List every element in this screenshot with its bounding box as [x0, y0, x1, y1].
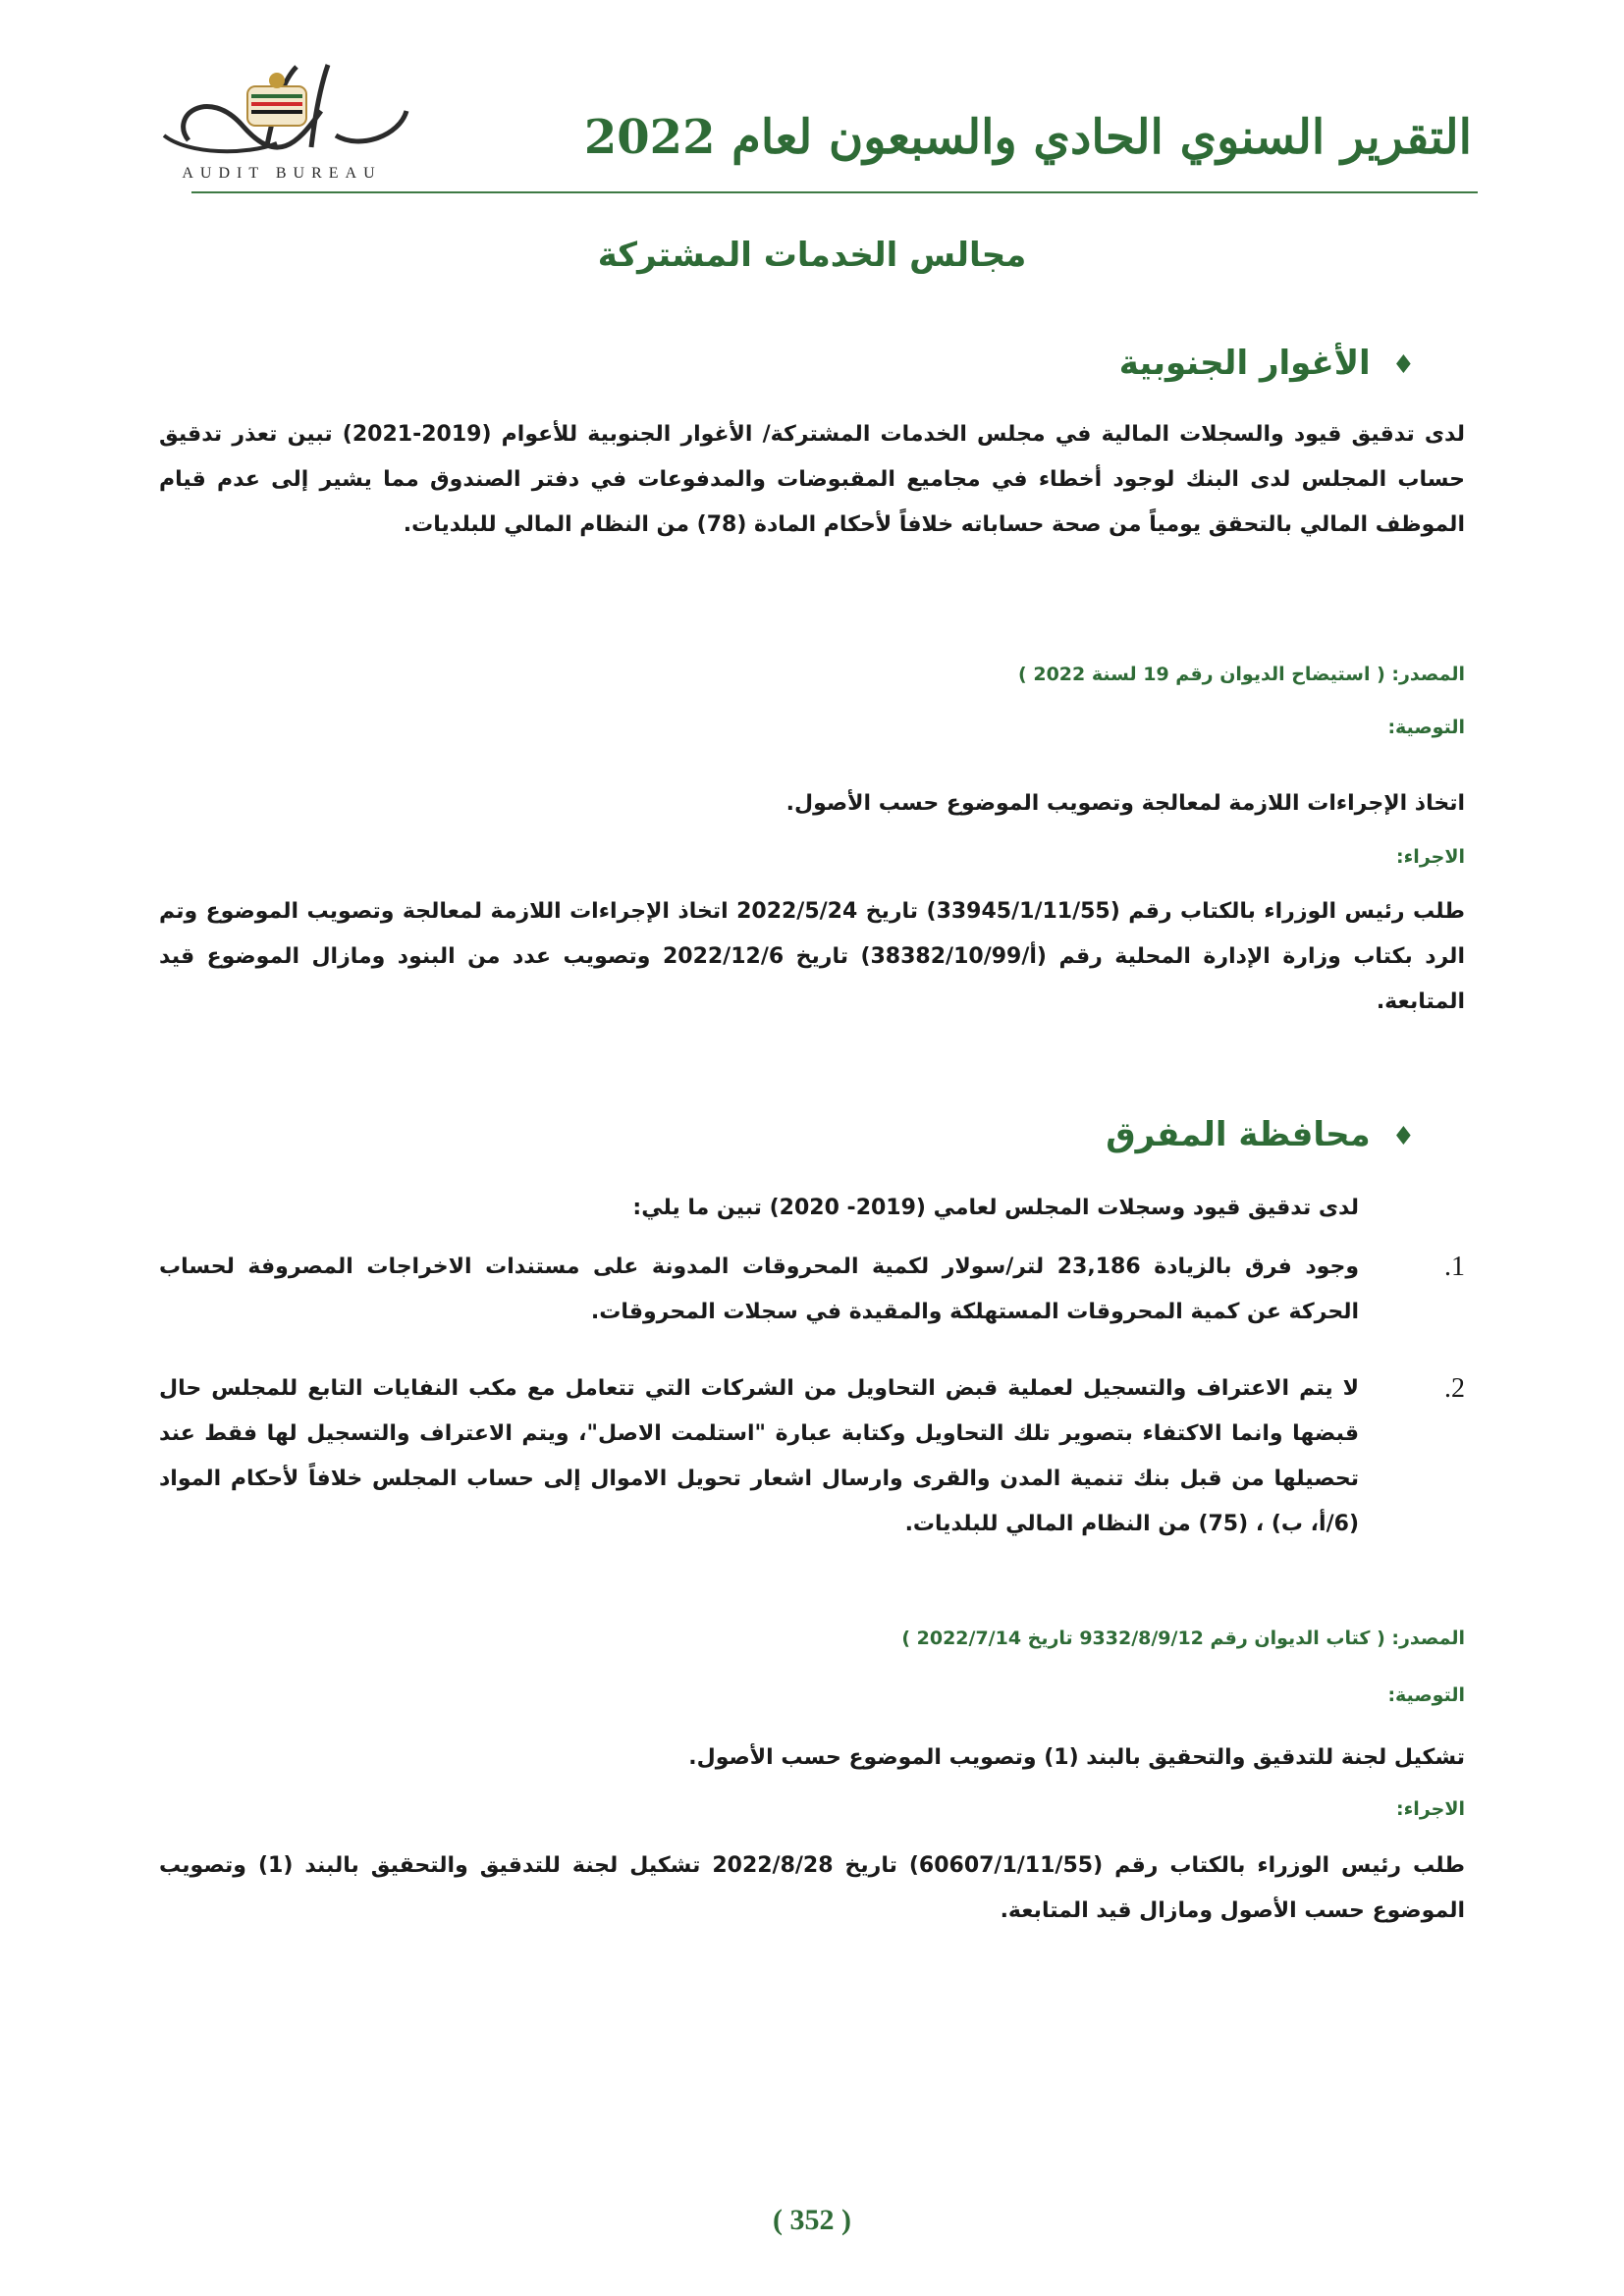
section2-recommendation-label: التوصية: [1387, 1684, 1465, 1706]
section1-source: المصدر: ( استيضاح الديوان رقم 19 لسنة 2022 ) [1018, 664, 1465, 685]
section2-action-label: الاجراء: [1396, 1798, 1465, 1820]
logo-subtitle: AUDIT BUREAU [182, 165, 382, 182]
section2-action: طلب رئيس الوزراء بالكتاب رقم (60607/1/11/55) تاريخ 2022/8/28 تشكيل لجنة للتدقيق والتحقيق بالبند (1) وتصويب الموضوع حسب الأصول ومازال قيد المتابعة. [159, 1853, 1466, 1923]
section2-intro: لدى تدقيق قيود وسجلات المجلس لعامي (2019- 2020) تبين ما يلي: [632, 1196, 1359, 1220]
logo-emblem-icon [149, 57, 414, 165]
section-heading-mafraq [1106, 1115, 1415, 1154]
list-item-number: 2. [1444, 1373, 1465, 1404]
page-heading: مجالس الخدمات المشتركة [597, 236, 1027, 275]
section2-recommendation: تشكيل لجنة للتدقيق والتحقيق بالبند (1) وتصويب الموضوع حسب الأصول. [688, 1745, 1465, 1770]
list-item [159, 1366, 1465, 1547]
section1-recommendation: اتخاذ الإجراءات اللازمة لمعالجة وتصويب الموضوع حسب الأصول. [785, 791, 1465, 816]
section1-action: طلب رئيس الوزراء بالكتاب رقم (33945/1/11/55) تاريخ 2022/5/24 اتخاذ الإجراءات اللازمة لمعالجة وتصويب الموضوع وتم الرد بكتاب وزارة الإدارة المحلية رقم (أ/38382/10/99) تاريخ 2022/12/6 وتصويب عدد من البنود ومازال الموضوع قيد المتابعة. [159, 899, 1465, 1014]
list-item [159, 1245, 1465, 1335]
section1-recommendation-label: التوصية: [1387, 717, 1465, 738]
list-item-text: لا يتم الاعتراف والتسجيل لعملية قبض التحاويل من الشركات التي تتعامل مع مكب النفايات التابع للمجلس حال قبضها وانما الاكتفاء بتصوير تلك التحاويل وكتابة عبارة "استلمت الاصل"، ويتم الاعتراف والتسجيل لها فقط عند تحصيلها من قبل بنك تنمية المدن والقرى وارسال اشعار تحويل الاموال إلى حساب المجلس خلافاً لأحكام المواد (6/أ، ب) ، (75) من النظام المالي للبلديات. [159, 1376, 1359, 1536]
section1-action-label: الاجراء: [1396, 846, 1465, 868]
section2-source: المصدر: ( كتاب الديوان رقم 9332/8/9/12 تاريخ 2022/7/14 ) [901, 1628, 1465, 1649]
diamond-bullet-icon: ♦ [1391, 349, 1415, 380]
diamond-bullet-icon: ♦ [1391, 1121, 1415, 1151]
report-title: التقرير السنوي الحادي والسبعون لعام 2022 [583, 110, 1472, 165]
header-divider [191, 191, 1478, 193]
section-heading-south-ghor [1119, 344, 1415, 383]
page-number: ( 352 ) [773, 2204, 851, 2236]
section-heading-text: محافظة المفرق [1106, 1115, 1371, 1154]
section-heading-text: الأغوار الجنوبية [1118, 344, 1371, 383]
audit-bureau-logo [149, 57, 414, 185]
list-item-text: وجود فرق بالزيادة 23,186 لتر/سولار لكمية المحروقات المدونة على مستندات الاخراجات المصروفة لحساب الحركة عن كمية المحروقات المستهلكة والمقيدة في سجلات المحروقات. [159, 1255, 1359, 1324]
list-item-number: 1. [1444, 1252, 1465, 1282]
section1-paragraph: لدى تدقيق قيود والسجلات المالية في مجلس الخدمات المشتركة/ الأغوار الجنوبية للأعوام (2019-2021) تبين تعذر تدقيق حساب المجلس لدى البنك لوجود أخطاء في مجاميع المقبوضات والمدفوعات في دفتر الصندوق مما يشير إلى عدم قيام الموظف المالي بالتحقق يومياً من صحة حساباته خلافاً لأحكام المادة (78) من النظام المالي للبلديات. [159, 422, 1465, 537]
